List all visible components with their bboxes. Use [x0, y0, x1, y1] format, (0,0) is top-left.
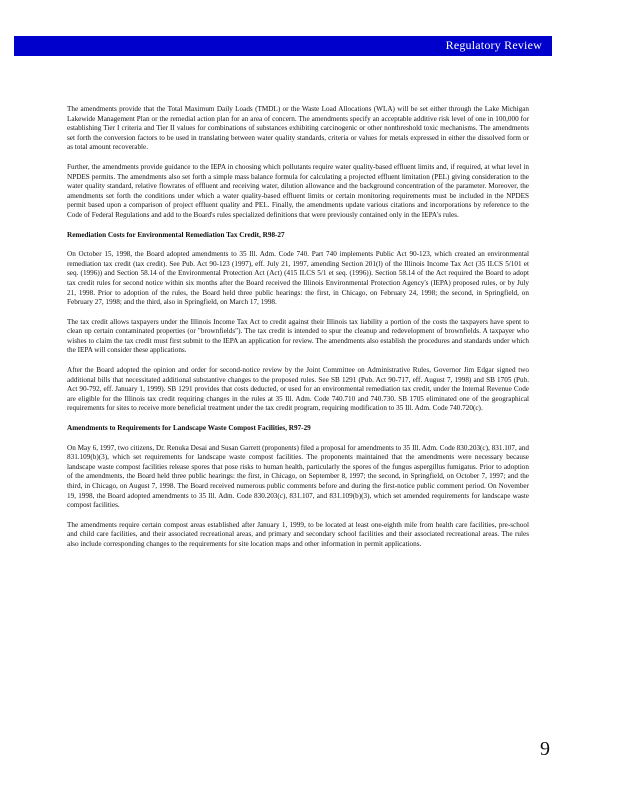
paragraph: On May 6, 1997, two citizens, Dr. Renuka Desai and Susan Garrett (proponents) filed a proposal for amendments to 35 Ill. Adm. Code 830.203(c), 831.107, and 831.109(b)(3), which set requirements for landscape waste compost facilities. The proponents maintained that the amendments were necessary because landscape waste compost facilities release spores that pose risks to human health, particularly the spores of the fungus aspergillus fumigatus. Prior to adoption of the amendments, the Board held three public hearings: the first, in Chicago, on September 8, 1997; the second, in Springfield, on October 7, 1997; and the third, in Chicago, on August 7, 1998. The Board received numerous public comments before and during the first-notice public comment period. On November 19, 1998, the Board adopted amendments to 35 Ill. Adm. Code 830.203(c), 831.107, and 831.109(b)(3), which set amended requirements for landscape waste compost facilities. — [67, 443, 529, 510]
section-heading: Amendments to Requirements for Landscape Waste Compost Facilities, R97-29 — [67, 424, 311, 433]
paragraph: The tax credit allows taxpayers under the Illinois Income Tax Act to credit against their Illinois tax liability a portion of the costs the taxpayers have spent to clean up certain contaminated properties (or "brownfields"). The tax credit is intended to spur the cleanup and redevelopment of brownfields. A taxpayer who wishes to claim the tax credit must first submit to the IEPA an application for review. The amendments also establish the procedures and standards under which the IEPA will consider these applications. — [67, 317, 529, 355]
paragraph: On October 15, 1998, the Board adopted amendments to 35 Ill. Adm. Code 740. Part 740 implements Public Act 90-123, which created an environmental remediation tax credit (tax credit). See Pub. Act 90-123 (1997), eff. July 21, 1997, amending Section 201(l) of the Illinois Income Tax Act (35 ILCS 5/101 et seq. (1996)) and Section 58.14 of the Environmental Protection Act (Act) (415 ILCS 5/1 et seq. (1996)). Section 58.14 of the Act required the Board to adopt tax credit rules for second notice within six months after the Board received the Illinois Environmental Protection Agency's (IEPA) proposed rules, or by July 21, 1998. Prior to adoption of the rules, the Board held three public hearings: the first, in Chicago, on February 24, 1998; the second, in Springfield, on February 27, 1998; and the third, also in Springfield, on March 17, 1998. — [67, 250, 529, 307]
paragraph: The amendments provide that the Total Maximum Daily Loads (TMDL) or the Waste Load Allocations (WLA) will be set either through the Lake Michigan Lakewide Management Plan or the remedial action plan for an area of concern. The amendments specify an acceptable additive risk level of one in 100,000 for establishing Tier I criteria and Tier II values for combinations of substances exhibiting carcinogenic or other nonthreshold toxic mechanisms. The amendments set forth the conversion factors to be used in translating between water quality standards, criteria or values for metals expressed in either the dissolved form or as total amount recoverable. — [67, 105, 529, 152]
page-number: 9 — [540, 738, 550, 760]
paragraph: The amendments require certain compost areas established after January 1, 1999, to be located at least one-eighth mile from health care facilities, pre-school and child care facilities, and their associated recreational areas, and primary and secondary school facilities and their associated recreational areas. The rules also include corresponding changes to the requirements for site location maps and other information in permit applications. — [67, 520, 529, 548]
paragraph: After the Board adopted the opinion and order for second-notice review by the Joint Committee on Administrative Rules, Governor Jim Edgar signed two additional bills that necessitated additional substantive changes to the proposed rules. See SB 1291 (Pub. Act 90-717, eff. August 7, 1998) and SB 1705 (Pub. Act 90-792, eff. January 1, 1999). SB 1291 provides that costs deducted, or used for an environmental remediation tax credit, under the Internal Revenue Code are eligible for the Illinois tax credit requiring changes in the rules at 35 Ill. Adm. Code 740.710 and 740.730. SB 1705 eliminated one of the geographical requirements for sites to receive more beneficial treatment under the tax credit program, requiring modification to 35 Ill. Adm. Code 740.720(c). — [67, 366, 529, 413]
section-heading: Remediation Costs for Environmental Remediation Tax Credit, R98-27 — [67, 230, 285, 239]
header-bar — [14, 36, 552, 56]
header-title: Regulatory Review — [445, 38, 542, 52]
article-body — [67, 105, 529, 560]
paragraph: Further, the amendments provide guidance to the IEPA in choosing which pollutants require water quality-based effluent limits and, if required, at what level in NPDES permits. The amendments also set forth a simple mass balance formula for calculating a projected effluent limitation (PEL) giving consideration to the water quality standard, relative flowrates of effluent and receiving water, dilution allowance and the background concentration of the parameter. Moreover, the amendments set forth the conditions under which a water quality-based effluent limits or certain monitoring requirements must be included in the NPDES permit based upon a comparison of project effluent quality and PEL. Finally, the amendments update various citations and incorporations by reference to the Code of Federal Regulations and add to the Board's rules specialized definitions that were previously contained only in the IEPA's rules. — [67, 162, 529, 219]
